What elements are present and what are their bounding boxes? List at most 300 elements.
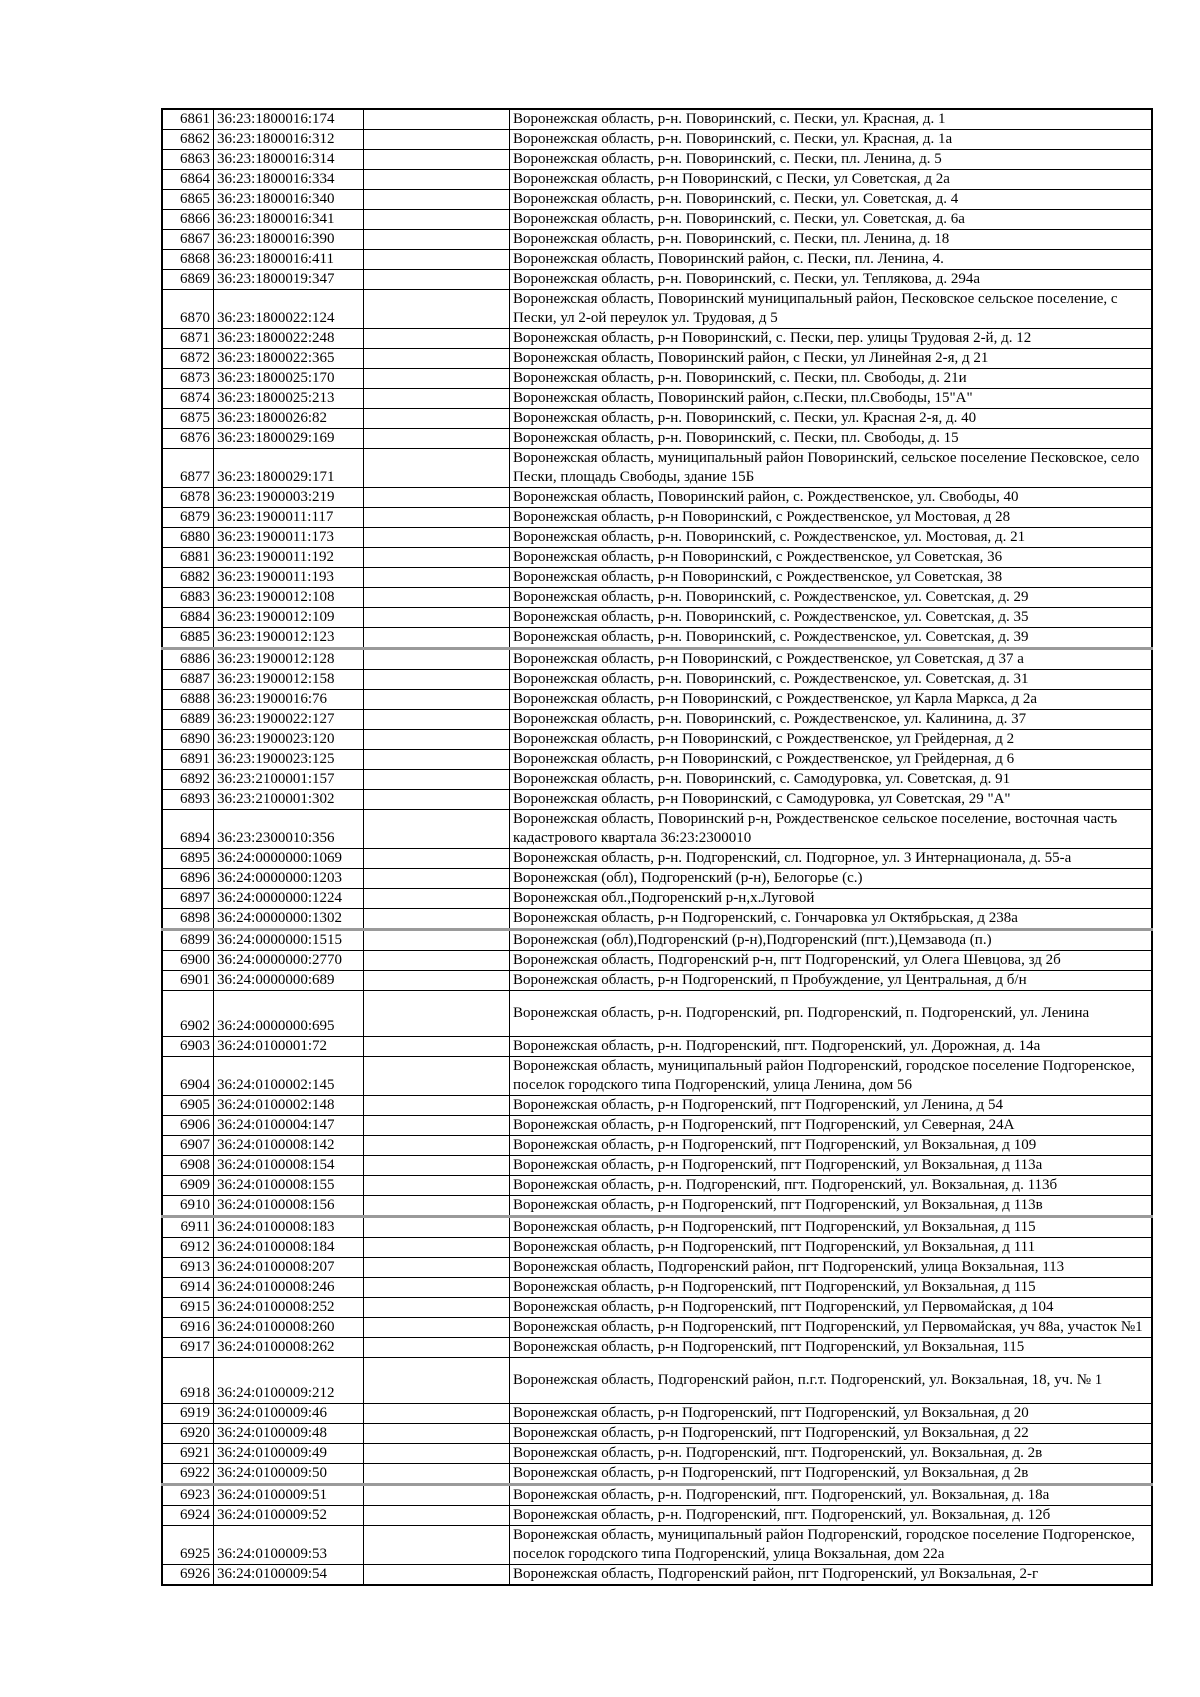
table-row — [162, 849, 1152, 869]
address-cell: Воронежская область, р-н Подгоренский, пгт Подгоренский, ул Вокзальная, д 22 — [510, 1424, 1153, 1444]
empty-cell — [364, 109, 510, 130]
table-row — [162, 971, 1152, 991]
row-number-cell: 6912 — [162, 1238, 214, 1258]
empty-cell — [364, 951, 510, 971]
row-number-cell: 6887 — [162, 670, 214, 690]
cadastral-number-cell: 36:24:0100008:246 — [214, 1278, 364, 1298]
address-cell: Воронежская область, р-н. Подгоренский, пгт. Подгоренский, ул. Вокзальная, д. 113б — [510, 1176, 1153, 1196]
table-row — [162, 1238, 1152, 1258]
address-cell: Воронежская область, р-н Поворинский, с. Пески, пер. улицы Трудовая 2-й, д. 12 — [510, 329, 1153, 349]
row-number-cell: 6906 — [162, 1116, 214, 1136]
address-cell: Воронежская область, р-н Подгоренский, п Пробуждение, ул Центральная, д б/н — [510, 971, 1153, 991]
address-cell: Воронежская область, р-н Поворинский, с Рождественское, ул Карла Маркса, д 2а — [510, 690, 1153, 710]
row-number-cell: 6864 — [162, 170, 214, 190]
address-cell: Воронежская область, р-н. Подгоренский, пгт. Подгоренский, ул. Вокзальная, д. 18а — [510, 1485, 1153, 1506]
table-row — [162, 210, 1152, 230]
row-number-cell: 6888 — [162, 690, 214, 710]
cadastral-number-cell: 36:23:1900011:193 — [214, 568, 364, 588]
row-number-cell: 6871 — [162, 329, 214, 349]
empty-cell — [364, 730, 510, 750]
row-number-cell: 6867 — [162, 230, 214, 250]
row-number-cell: 6907 — [162, 1136, 214, 1156]
address-cell: Воронежская область, р-н Поворинский, с Рождественское, ул Грейдерная, д 2 — [510, 730, 1153, 750]
cadastral-number-cell: 36:24:0000000:689 — [214, 971, 364, 991]
cadastral-number-cell: 36:23:1900012:108 — [214, 588, 364, 608]
empty-cell — [364, 1526, 510, 1565]
row-number-cell: 6901 — [162, 971, 214, 991]
address-cell: Воронежская область, муниципальный район Подгоренский, городское поселение Подгоренское, поселок городского типа Подгоренский, улица Ленина, дом 56 — [510, 1057, 1153, 1096]
row-number-cell: 6921 — [162, 1444, 214, 1464]
empty-cell — [364, 1176, 510, 1196]
table-row — [162, 628, 1152, 649]
table-row — [162, 1136, 1152, 1156]
empty-cell — [364, 369, 510, 389]
cadastral-number-cell: 36:23:1800016:390 — [214, 230, 364, 250]
row-number-cell: 6923 — [162, 1485, 214, 1506]
row-number-cell: 6885 — [162, 628, 214, 649]
empty-cell — [364, 991, 510, 1037]
empty-cell — [364, 1037, 510, 1057]
address-cell: Воронежская область, Подгоренский район, пгт Подгоренский, ул Вокзальная, 2-г — [510, 1565, 1153, 1586]
table-row — [162, 1506, 1152, 1526]
cadastral-number-cell: 36:23:1900022:127 — [214, 710, 364, 730]
table-row — [162, 528, 1152, 548]
row-number-cell: 6886 — [162, 649, 214, 670]
cadastral-number-cell: 36:24:0100001:72 — [214, 1037, 364, 1057]
table-row — [162, 349, 1152, 369]
row-number-cell: 6895 — [162, 849, 214, 869]
address-cell: Воронежская область, р-н. Поворинский, с. Рождественское, ул. Советская, д. 31 — [510, 670, 1153, 690]
cadastral-number-cell: 36:24:0100009:50 — [214, 1464, 364, 1485]
row-number-cell: 6920 — [162, 1424, 214, 1444]
row-number-cell: 6918 — [162, 1358, 214, 1404]
row-number-cell: 6869 — [162, 270, 214, 290]
address-cell: Воронежская область, р-н. Подгоренский, пгт. Подгоренский, ул. Вокзальная, д. 12б — [510, 1506, 1153, 1526]
address-cell: Воронежская область, р-н Подгоренский, пгт Подгоренский, ул Вокзальная, д 113а — [510, 1156, 1153, 1176]
address-cell: Воронежская область, р-н. Поворинский, с. Пески, пл. Ленина, д. 18 — [510, 230, 1153, 250]
cadastral-number-cell: 36:23:1800025:170 — [214, 369, 364, 389]
cadastral-number-cell: 36:24:0100008:262 — [214, 1338, 364, 1358]
row-number-cell: 6879 — [162, 508, 214, 528]
table-row — [162, 130, 1152, 150]
cadastral-number-cell: 36:23:1800029:169 — [214, 429, 364, 449]
table-row — [162, 389, 1152, 409]
table-row — [162, 730, 1152, 750]
empty-cell — [364, 628, 510, 649]
row-number-cell: 6900 — [162, 951, 214, 971]
empty-cell — [364, 670, 510, 690]
table-row — [162, 1057, 1152, 1096]
row-number-cell: 6914 — [162, 1278, 214, 1298]
table-row — [162, 250, 1152, 270]
address-cell: Воронежская область, Поворинский район, с. Рождественское, ул. Свободы, 40 — [510, 488, 1153, 508]
empty-cell — [364, 170, 510, 190]
empty-cell — [364, 568, 510, 588]
cadastral-number-cell: 36:23:1900011:192 — [214, 548, 364, 568]
empty-cell — [364, 649, 510, 670]
empty-cell — [364, 1464, 510, 1485]
empty-cell — [364, 1338, 510, 1358]
cadastral-number-cell: 36:24:0000000:695 — [214, 991, 364, 1037]
row-number-cell: 6890 — [162, 730, 214, 750]
table-row — [162, 889, 1152, 909]
table-row — [162, 710, 1152, 730]
empty-cell — [364, 608, 510, 628]
address-cell: Воронежская область, р-н. Поворинский, с. Пески, ул. Советская, д. 6а — [510, 210, 1153, 230]
empty-cell — [364, 290, 510, 329]
address-cell: Воронежская область, р-н Подгоренский, пгт Подгоренский, ул Вокзальная, д 115 — [510, 1217, 1153, 1238]
empty-cell — [364, 528, 510, 548]
address-cell: Воронежская область, р-н. Поворинский, с. Пески, ул. Теплякова, д. 294а — [510, 270, 1153, 290]
table-row — [162, 869, 1152, 889]
address-cell: Воронежская область, р-н Подгоренский, пгт Подгоренский, ул Вокзальная, д 20 — [510, 1404, 1153, 1424]
row-number-cell: 6870 — [162, 290, 214, 329]
address-cell: Воронежская область, Поворинский район, с. Пески, пл. Ленина, 4. — [510, 250, 1153, 270]
address-cell: Воронежская область, р-н Подгоренский, пгт Подгоренский, ул Вокзальная, 115 — [510, 1338, 1153, 1358]
cadastral-number-cell: 36:23:1900003:219 — [214, 488, 364, 508]
empty-cell — [364, 750, 510, 770]
cadastral-number-cell: 36:23:1900023:120 — [214, 730, 364, 750]
cadastral-number-cell: 36:24:0100002:148 — [214, 1096, 364, 1116]
empty-cell — [364, 790, 510, 810]
empty-cell — [364, 1278, 510, 1298]
table-row — [162, 508, 1152, 528]
table-row — [162, 1464, 1152, 1485]
cadastral-number-cell: 36:24:0100008:156 — [214, 1196, 364, 1217]
table-row — [162, 270, 1152, 290]
cadastral-number-cell: 36:23:1800016:174 — [214, 109, 364, 130]
cadastral-number-cell: 36:24:0000000:1203 — [214, 869, 364, 889]
row-number-cell: 6883 — [162, 588, 214, 608]
cadastral-number-cell: 36:23:1900012:158 — [214, 670, 364, 690]
table-row — [162, 109, 1152, 130]
row-number-cell: 6898 — [162, 909, 214, 930]
cadastral-number-cell: 36:23:1900011:117 — [214, 508, 364, 528]
address-cell: Воронежская обл.,Подгоренский р-н,х.Луговой — [510, 889, 1153, 909]
row-number-cell: 6896 — [162, 869, 214, 889]
row-number-cell: 6881 — [162, 548, 214, 568]
cadastral-number-cell: 36:23:2300010:356 — [214, 810, 364, 849]
table-row — [162, 290, 1152, 329]
address-cell: Воронежская область, р-н Подгоренский, с. Гончаровка ул Октябрьская, д 238а — [510, 909, 1153, 930]
address-cell: Воронежская область, р-н Подгоренский, пгт Подгоренский, ул Вокзальная, д 109 — [510, 1136, 1153, 1156]
address-cell: Воронежская (обл), Подгоренский (р-н), Белогорье (с.) — [510, 869, 1153, 889]
row-number-cell: 6916 — [162, 1318, 214, 1338]
address-cell: Воронежская область, р-н. Поворинский, с. Пески, ул. Красная, д. 1 — [510, 109, 1153, 130]
table-row — [162, 190, 1152, 210]
cadastral-number-cell: 36:23:1800016:312 — [214, 130, 364, 150]
table-row — [162, 1258, 1152, 1278]
row-number-cell: 6913 — [162, 1258, 214, 1278]
row-number-cell: 6878 — [162, 488, 214, 508]
empty-cell — [364, 909, 510, 930]
table-row — [162, 230, 1152, 250]
empty-cell — [364, 270, 510, 290]
row-number-cell: 6926 — [162, 1565, 214, 1586]
row-number-cell: 6904 — [162, 1057, 214, 1096]
table-row — [162, 488, 1152, 508]
row-number-cell: 6868 — [162, 250, 214, 270]
cadastral-number-cell: 36:23:1800022:124 — [214, 290, 364, 329]
cadastral-number-cell: 36:23:1800016:314 — [214, 150, 364, 170]
address-cell: Воронежская область, муниципальный район Подгоренский, городское поселение Подгоренское, поселок городского типа Подгоренский, улица Вокзальная, дом 22а — [510, 1526, 1153, 1565]
cadastral-number-cell: 36:23:1800025:213 — [214, 389, 364, 409]
table-row — [162, 909, 1152, 930]
row-number-cell: 6872 — [162, 349, 214, 369]
empty-cell — [364, 690, 510, 710]
empty-cell — [364, 849, 510, 869]
table-row — [162, 750, 1152, 770]
row-number-cell: 6865 — [162, 190, 214, 210]
table-row — [162, 1096, 1152, 1116]
row-number-cell: 6884 — [162, 608, 214, 628]
cadastral-number-cell: 36:23:1900011:173 — [214, 528, 364, 548]
address-cell: Воронежская область, р-н Подгоренский, пгт Подгоренский, ул Первомайская, уч 88а, участок №1 — [510, 1318, 1153, 1338]
table-row — [162, 1278, 1152, 1298]
row-number-cell: 6903 — [162, 1037, 214, 1057]
cadastral-number-cell: 36:24:0100009:48 — [214, 1424, 364, 1444]
table-row — [162, 1176, 1152, 1196]
empty-cell — [364, 1444, 510, 1464]
table-row — [162, 1565, 1152, 1586]
empty-cell — [364, 1258, 510, 1278]
cadastral-number-cell: 36:23:2100001:157 — [214, 770, 364, 790]
address-cell: Воронежская область, р-н. Подгоренский, рп. Подгоренский, п. Подгоренский, ул. Ленина — [510, 991, 1153, 1037]
address-cell: Воронежская область, р-н. Поворинский, с. Пески, ул. Красная, д. 1а — [510, 130, 1153, 150]
row-number-cell: 6922 — [162, 1464, 214, 1485]
address-cell: Воронежская область, р-н. Поворинский, с. Рождественское, ул. Советская, д. 29 — [510, 588, 1153, 608]
cadastral-number-cell: 36:23:1900023:125 — [214, 750, 364, 770]
address-cell: Воронежская область, р-н Подгоренский, пгт Подгоренский, ул Первомайская, д 104 — [510, 1298, 1153, 1318]
cadastral-number-cell: 36:24:0100009:53 — [214, 1526, 364, 1565]
cadastral-number-cell: 36:23:1800026:82 — [214, 409, 364, 429]
table-row — [162, 770, 1152, 790]
address-cell: Воронежская (обл),Подгоренский (р-н),Подгоренский (пгт.),Цемзавода (п.) — [510, 930, 1153, 951]
empty-cell — [364, 1565, 510, 1586]
cadastral-number-cell: 36:24:0000000:1224 — [214, 889, 364, 909]
table-row — [162, 670, 1152, 690]
table-row — [162, 369, 1152, 389]
empty-cell — [364, 329, 510, 349]
table-row — [162, 170, 1152, 190]
cadastral-number-cell: 36:24:0000000:1515 — [214, 930, 364, 951]
address-cell: Воронежская область, р-н Поворинский, с Самодуровка, ул Советская, 29 "А" — [510, 790, 1153, 810]
empty-cell — [364, 190, 510, 210]
empty-cell — [364, 389, 510, 409]
empty-cell — [364, 1298, 510, 1318]
row-number-cell: 6882 — [162, 568, 214, 588]
row-number-cell: 6925 — [162, 1526, 214, 1565]
table-row — [162, 991, 1152, 1037]
cadastral-number-cell: 36:24:0100009:46 — [214, 1404, 364, 1424]
address-cell: Воронежская область, р-н. Поворинский, с. Пески, пл. Свободы, д. 21и — [510, 369, 1153, 389]
address-cell: Воронежская область, р-н. Подгоренский, пгт. Подгоренский, ул. Вокзальная, д. 2в — [510, 1444, 1153, 1464]
address-cell: Воронежская область, р-н Подгоренский, пгт Подгоренский, ул Вокзальная, д 115 — [510, 1278, 1153, 1298]
table-row — [162, 1338, 1152, 1358]
empty-cell — [364, 971, 510, 991]
cadastral-number-cell: 36:24:0100004:147 — [214, 1116, 364, 1136]
table-row — [162, 810, 1152, 849]
address-cell: Воронежская область, муниципальный район Поворинский, сельское поселение Песковское, село Пески, площадь Свободы, здание 15Б — [510, 449, 1153, 488]
cadastral-number-cell: 36:24:0100009:51 — [214, 1485, 364, 1506]
row-number-cell: 6892 — [162, 770, 214, 790]
table-row — [162, 1318, 1152, 1338]
row-number-cell: 6917 — [162, 1338, 214, 1358]
empty-cell — [364, 1196, 510, 1217]
address-cell: Воронежская область, р-н Подгоренский, пгт Подгоренский, ул Ленина, д 54 — [510, 1096, 1153, 1116]
table-row — [162, 449, 1152, 488]
row-number-cell: 6873 — [162, 369, 214, 389]
address-cell: Воронежская область, Подгоренский район, п.г.т. Подгоренский, ул. Вокзальная, 18, уч. № 1 — [510, 1358, 1153, 1404]
empty-cell — [364, 488, 510, 508]
address-cell: Воронежская область, р-н Подгоренский, пгт Подгоренский, ул Северная, 24А — [510, 1116, 1153, 1136]
address-cell: Воронежская область, р-н. Поворинский, с. Пески, пл. Свободы, д. 15 — [510, 429, 1153, 449]
cadastral-number-cell: 36:23:2100001:302 — [214, 790, 364, 810]
row-number-cell: 6863 — [162, 150, 214, 170]
empty-cell — [364, 1424, 510, 1444]
row-number-cell: 6909 — [162, 1176, 214, 1196]
cadastral-number-cell: 36:24:0100009:54 — [214, 1565, 364, 1586]
table-row — [162, 608, 1152, 628]
address-cell: Воронежская область, Поворинский муниципальный район, Песковское сельское поселение, с Пески, ул 2-ой переулок ул. Трудовая, д 5 — [510, 290, 1153, 329]
cadastral-number-cell: 36:23:1900012:128 — [214, 649, 364, 670]
table-row — [162, 951, 1152, 971]
table-row — [162, 649, 1152, 670]
cadastral-number-cell: 36:24:0100009:212 — [214, 1358, 364, 1404]
cadastral-number-cell: 36:23:1900012:109 — [214, 608, 364, 628]
address-cell: Воронежская область, р-н Подгоренский, пгт Подгоренский, ул Вокзальная, д 111 — [510, 1238, 1153, 1258]
empty-cell — [364, 548, 510, 568]
cadastral-table-body — [162, 109, 1152, 1585]
row-number-cell: 6894 — [162, 810, 214, 849]
cadastral-number-cell: 36:23:1800022:248 — [214, 329, 364, 349]
address-cell: Воронежская область, р-н Поворинский, с Рождественское, ул Советская, д 37 а — [510, 649, 1153, 670]
address-cell: Воронежская область, р-н. Поворинский, с. Самодуровка, ул. Советская, д. 91 — [510, 770, 1153, 790]
row-number-cell: 6875 — [162, 409, 214, 429]
address-cell: Воронежская область, р-н Поворинский, с Рождественское, ул Мостовая, д 28 — [510, 508, 1153, 528]
row-number-cell: 6910 — [162, 1196, 214, 1217]
row-number-cell: 6897 — [162, 889, 214, 909]
empty-cell — [364, 150, 510, 170]
address-cell: Воронежская область, р-н. Поворинский, с. Рождественское, ул. Калинина, д. 37 — [510, 710, 1153, 730]
address-cell: Воронежская область, Поворинский район, с.Пески, пл.Свободы, 15"А" — [510, 389, 1153, 409]
address-cell: Воронежская область, р-н. Поворинский, с. Пески, пл. Ленина, д. 5 — [510, 150, 1153, 170]
row-number-cell: 6902 — [162, 991, 214, 1037]
address-cell: Воронежская область, р-н Поворинский, с Рождественское, ул Советская, 36 — [510, 548, 1153, 568]
cadastral-number-cell: 36:23:1800022:365 — [214, 349, 364, 369]
row-number-cell: 6874 — [162, 389, 214, 409]
table-row — [162, 1485, 1152, 1506]
cadastral-number-cell: 36:24:0000000:1302 — [214, 909, 364, 930]
address-cell: Воронежская область, р-н. Подгоренский, сл. Подгорное, ул. 3 Интернационала, д. 55-а — [510, 849, 1153, 869]
table-row — [162, 429, 1152, 449]
row-number-cell: 6876 — [162, 429, 214, 449]
address-cell: Воронежская область, р-н. Поворинский, с. Пески, ул. Красная 2-я, д. 40 — [510, 409, 1153, 429]
row-number-cell: 6911 — [162, 1217, 214, 1238]
table-row — [162, 1298, 1152, 1318]
empty-cell — [364, 930, 510, 951]
cadastral-number-cell: 36:23:1900016:76 — [214, 690, 364, 710]
cadastral-table — [161, 108, 1153, 1586]
table-row — [162, 690, 1152, 710]
row-number-cell: 6915 — [162, 1298, 214, 1318]
empty-cell — [364, 1485, 510, 1506]
empty-cell — [364, 1136, 510, 1156]
cadastral-number-cell: 36:23:1800019:347 — [214, 270, 364, 290]
empty-cell — [364, 588, 510, 608]
table-row — [162, 150, 1152, 170]
row-number-cell: 6891 — [162, 750, 214, 770]
cadastral-number-cell: 36:24:0100008:155 — [214, 1176, 364, 1196]
empty-cell — [364, 1318, 510, 1338]
empty-cell — [364, 1506, 510, 1526]
cadastral-number-cell: 36:24:0100008:184 — [214, 1238, 364, 1258]
row-number-cell: 6889 — [162, 710, 214, 730]
empty-cell — [364, 1096, 510, 1116]
address-cell: Воронежская область, р-н. Поворинский, с. Рождественское, ул. Мостовая, д. 21 — [510, 528, 1153, 548]
cadastral-number-cell: 36:23:1800016:340 — [214, 190, 364, 210]
table-row — [162, 1156, 1152, 1176]
cadastral-number-cell: 36:24:0100009:49 — [214, 1444, 364, 1464]
table-row — [162, 1424, 1152, 1444]
row-number-cell: 6866 — [162, 210, 214, 230]
address-cell: Воронежская область, р-н. Поворинский, с. Рождественское, ул. Советская, д. 35 — [510, 608, 1153, 628]
empty-cell — [364, 1358, 510, 1404]
address-cell: Воронежская область, р-н Поворинский, с Рождественское, ул Грейдерная, д 6 — [510, 750, 1153, 770]
empty-cell — [364, 429, 510, 449]
table-row — [162, 1358, 1152, 1404]
empty-cell — [364, 349, 510, 369]
row-number-cell: 6893 — [162, 790, 214, 810]
empty-cell — [364, 710, 510, 730]
empty-cell — [364, 1116, 510, 1136]
cadastral-number-cell: 36:24:0100008:207 — [214, 1258, 364, 1278]
empty-cell — [364, 230, 510, 250]
empty-cell — [364, 810, 510, 849]
table-row — [162, 568, 1152, 588]
empty-cell — [364, 250, 510, 270]
empty-cell — [364, 210, 510, 230]
row-number-cell: 6877 — [162, 449, 214, 488]
table-row — [162, 409, 1152, 429]
empty-cell — [364, 889, 510, 909]
table-row — [162, 1116, 1152, 1136]
cadastral-number-cell: 36:24:0100008:183 — [214, 1217, 364, 1238]
row-number-cell: 6919 — [162, 1404, 214, 1424]
table-row — [162, 1444, 1152, 1464]
empty-cell — [364, 409, 510, 429]
cadastral-number-cell: 36:24:0100009:52 — [214, 1506, 364, 1526]
table-row — [162, 1526, 1152, 1565]
cadastral-number-cell: 36:23:1800016:411 — [214, 250, 364, 270]
table-row — [162, 548, 1152, 568]
table-row — [162, 1037, 1152, 1057]
empty-cell — [364, 1238, 510, 1258]
empty-cell — [364, 130, 510, 150]
cadastral-number-cell: 36:24:0100008:252 — [214, 1298, 364, 1318]
address-cell: Воронежская область, р-н Подгоренский, пгт Подгоренский, ул Вокзальная, д 113в — [510, 1196, 1153, 1217]
table-row — [162, 329, 1152, 349]
empty-cell — [364, 770, 510, 790]
address-cell: Воронежская область, Подгоренский район, пгт Подгоренский, улица Вокзальная, 113 — [510, 1258, 1153, 1278]
empty-cell — [364, 1404, 510, 1424]
row-number-cell: 6899 — [162, 930, 214, 951]
table-row — [162, 930, 1152, 951]
empty-cell — [364, 449, 510, 488]
row-number-cell: 6880 — [162, 528, 214, 548]
empty-cell — [364, 869, 510, 889]
cadastral-number-cell: 36:23:1800029:171 — [214, 449, 364, 488]
